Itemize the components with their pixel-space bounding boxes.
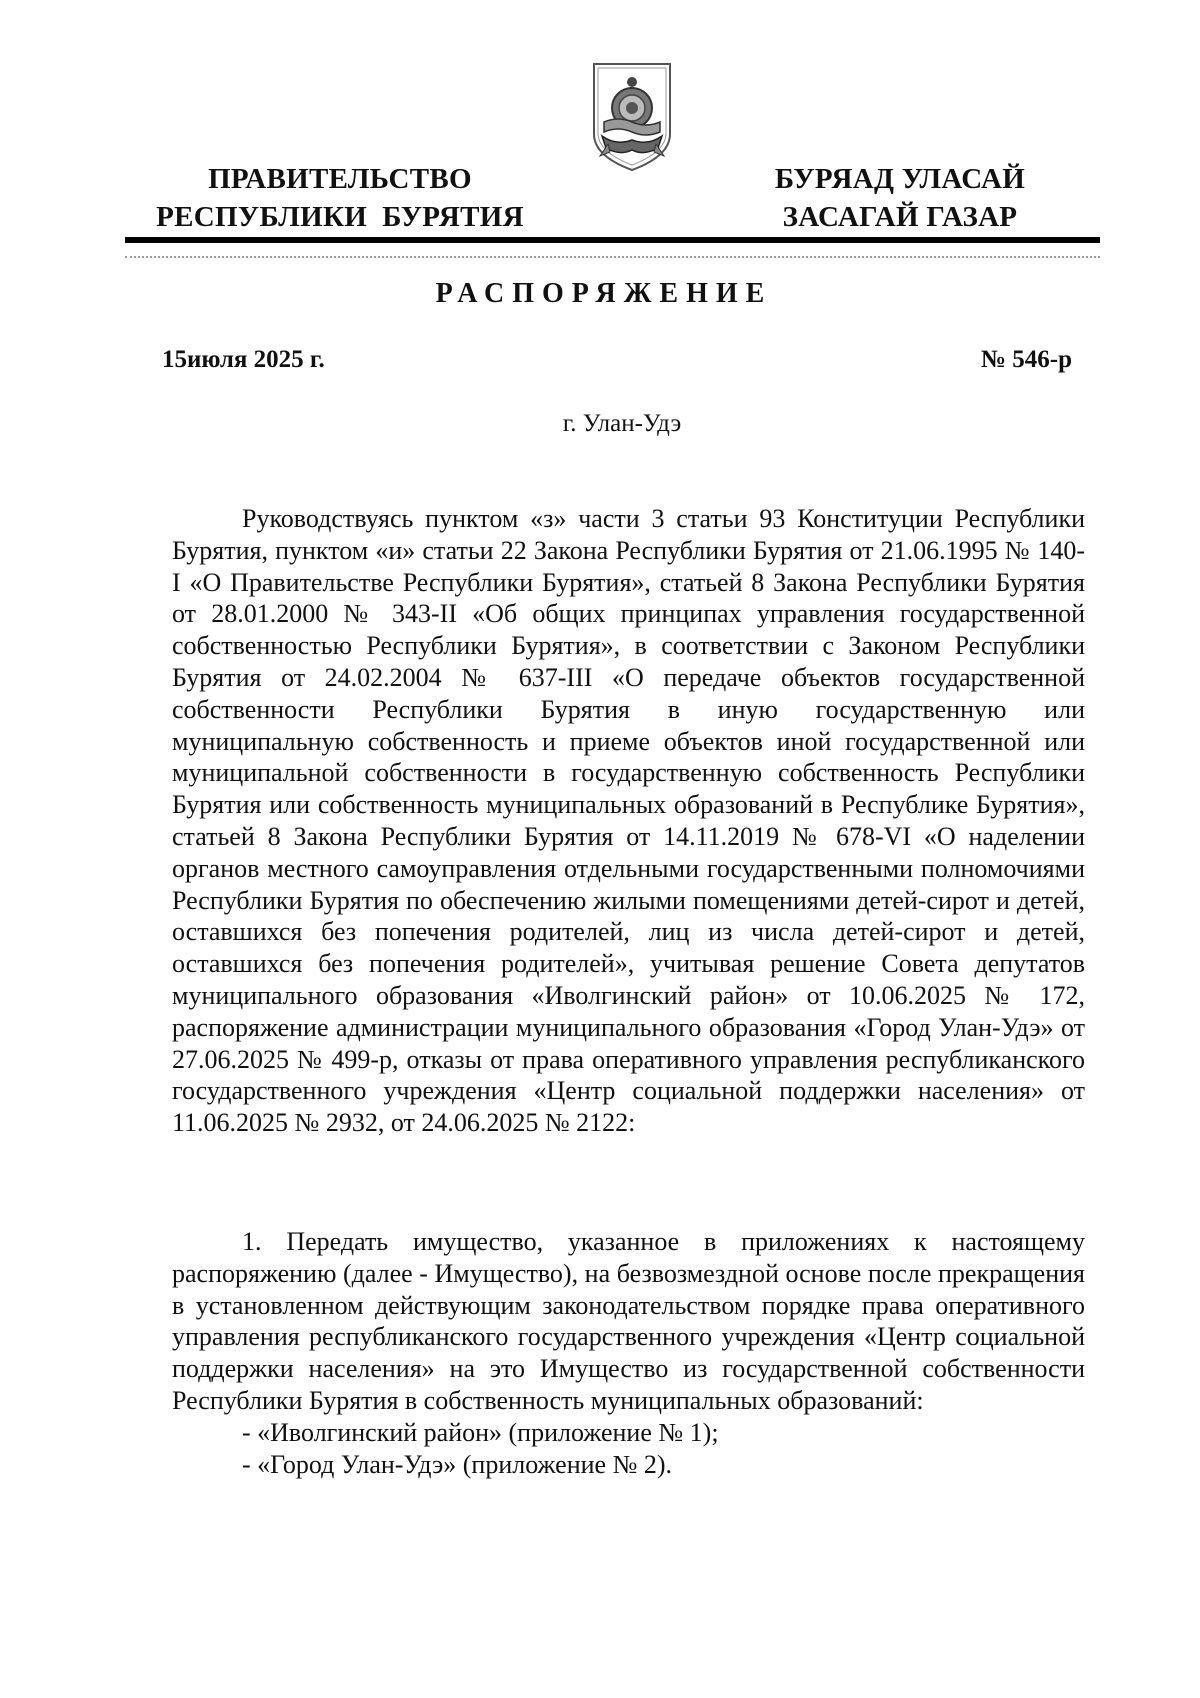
- header-right: [750, 160, 1050, 236]
- header-right-line1: БУРЯАД УЛАСАЙ: [774, 163, 1026, 195]
- header-divider-thin: [125, 256, 1100, 258]
- header-left: [150, 160, 530, 236]
- header-right-line2: ЗАСАГАЙ ГАЗАР: [782, 201, 1018, 233]
- list-item: - «Город Улан-Удэ» (приложение № 2).: [242, 1449, 673, 1479]
- coat-of-arms-icon: [588, 56, 676, 174]
- document-date: 15июля 2025 г.: [162, 346, 325, 373]
- list-item: - «Иволгинский район» (приложение № 1);: [242, 1417, 719, 1447]
- header-divider-thick: [125, 237, 1100, 243]
- preamble-paragraph: [172, 503, 1085, 1139]
- preamble-text: Руководствуясь пунктом «з» части 3 статьи 93 Конституции Республики Бурятия, пунктом «и» статьи 22 Закона Республики Бурятия от 21.06.1995 № 140-I «О Правительстве Республики Бурятия», статьей 8 Закона Республики Бурятия от 28.01.2000 № 343-II «Об общих принципах управления государственной собственностью Республики Бурятия», в соответствии с Законом Республики Бурятия от 24.02.2004 № 637-III «О передаче объектов государственной собственности Республики Бурятия в иную государственную или муниципальную собственность и приеме объектов иной государственной или муниципальной собственности в государственную собственность Республики Бурятия или собственность муниципальных образований в Республике Бурятия», статьей 8 Закона Республики Бурятия от 14.11.2019 № 678-VI «О наделении органов местного самоуправления отдельными государственными полномочиями Республики Бурятия по обеспечению жилыми помещениями детей-сирот и детей, оставшихся без попечения родителей, лиц из числа детей-сирот и детей, оставшихся без попечения родителей», учитывая решение Совета депутатов муниципального образования «Иволгинский район» от 10.06.2025 № 172, распоряжение администрации муниципального образования «Город Улан-Удэ» от 27.06.2025 № 499-р, отказы от права оперативного управления республиканского государственного учреждения «Центр социальной поддержки населения» от 11.06.2025 № 2932, от 24.06.2025 № 2122:: [172, 504, 1085, 1138]
- header-left-line2: РЕСПУБЛИКИ БУРЯТИЯ: [156, 201, 524, 233]
- document-title: РАСПОРЯЖЕНИЕ: [435, 278, 773, 309]
- document-city: г. Улан-Удэ: [562, 410, 682, 437]
- municipality-list: [172, 1417, 1085, 1481]
- item-1-text: 1. Передать имущество, указанное в приложениях к настоящему распоряжению (далее - Имущество), на безвозмездной основе после прекращения в установленном действующим законодательством порядке права оперативного управления республиканского государственного учреждения «Центр социальной поддержки населения» на это Имущество из государственной собственности Республики Бурятия в собственность муниципальных образований:: [172, 1227, 1085, 1415]
- document-number: № 546-р: [980, 346, 1072, 373]
- item-1-block: [172, 1226, 1085, 1480]
- header-left-line1: ПРАВИТЕЛЬСТВО: [208, 163, 472, 195]
